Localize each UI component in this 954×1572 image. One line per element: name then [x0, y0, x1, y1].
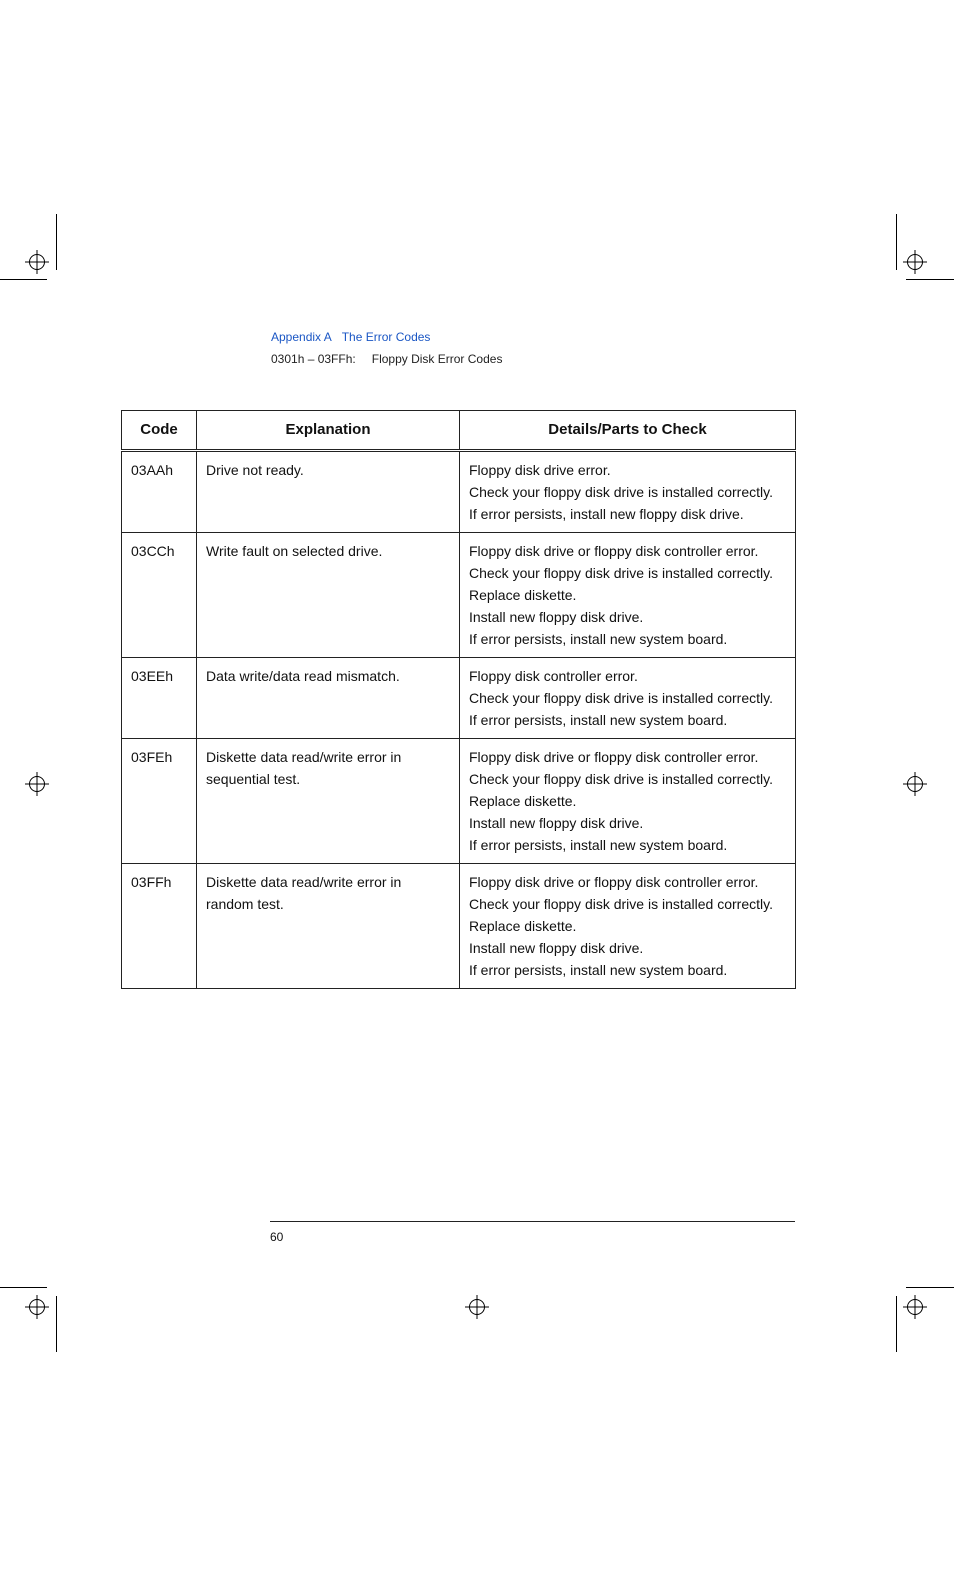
registration-mark-icon [903, 250, 927, 274]
code-cell: 03EEh [122, 658, 197, 739]
page-number: 60 [270, 1230, 284, 1244]
detail-line: Floppy disk drive or floppy disk controller error. [469, 749, 759, 765]
details-cell [460, 451, 796, 533]
detail-line: If error persists, install new system board. [469, 837, 728, 853]
crop-mark [56, 1296, 57, 1352]
detail-line: Floppy disk drive or floppy disk controller error. [469, 543, 759, 559]
detail-line: Install new floppy disk drive. [469, 609, 644, 625]
explanation-cell: Diskette data read/write error in random test. [197, 864, 460, 989]
crop-mark [0, 279, 47, 280]
detail-line: Floppy disk controller error. [469, 668, 638, 684]
detail-line: Install new floppy disk drive. [469, 815, 644, 831]
table-row [122, 451, 796, 533]
crop-mark [906, 279, 954, 280]
footer-rule [270, 1221, 795, 1222]
crop-mark [896, 1296, 897, 1352]
table-row [122, 658, 796, 739]
crop-mark [896, 214, 897, 270]
code-cell: 03FEh [122, 739, 197, 864]
detail-line: Check your floppy disk drive is installed correctly. [469, 690, 773, 706]
details-cell [460, 739, 796, 864]
detail-line: Check your floppy disk drive is installed correctly. [469, 565, 773, 581]
code-range: 0301h – 03FFh: [271, 352, 356, 366]
detail-line: If error persists, install new system board. [469, 962, 728, 978]
detail-line: Floppy disk drive error. [469, 462, 611, 478]
column-header-details: Details/Parts to Check [460, 411, 796, 451]
column-header-explanation: Explanation [197, 411, 460, 451]
table-row [122, 533, 796, 658]
registration-mark-icon [25, 772, 49, 796]
running-header [271, 329, 502, 367]
registration-mark-icon [465, 1295, 489, 1319]
column-header-code: Code [122, 411, 197, 451]
registration-mark-icon [903, 772, 927, 796]
table-row [122, 739, 796, 864]
registration-mark-icon [903, 1295, 927, 1319]
code-cell: 03AAh [122, 451, 197, 533]
detail-line: Replace diskette. [469, 793, 577, 809]
detail-line: If error persists, install new system board. [469, 712, 728, 728]
code-cell: 03CCh [122, 533, 197, 658]
registration-mark-icon [25, 250, 49, 274]
detail-line: Replace diskette. [469, 918, 577, 934]
explanation-cell: Drive not ready. [197, 451, 460, 533]
detail-line: Floppy disk drive or floppy disk controller error. [469, 874, 759, 890]
section-heading [271, 351, 502, 367]
error-code-table [121, 410, 796, 989]
table-row [122, 864, 796, 989]
detail-line: Check your floppy disk drive is installed correctly. [469, 771, 773, 787]
details-cell [460, 533, 796, 658]
detail-line: Check your floppy disk drive is installed correctly. [469, 484, 773, 500]
details-cell [460, 658, 796, 739]
registration-mark-icon [25, 1295, 49, 1319]
detail-line: If error persists, install new system board. [469, 631, 728, 647]
detail-line: Replace diskette. [469, 587, 577, 603]
detail-line: If error persists, install new floppy disk drive. [469, 506, 744, 522]
breadcrumb [271, 329, 502, 345]
detail-line: Check your floppy disk drive is installed correctly. [469, 896, 773, 912]
detail-line: Install new floppy disk drive. [469, 940, 644, 956]
explanation-cell: Diskette data read/write error in sequential test. [197, 739, 460, 864]
table-header-row [122, 411, 796, 451]
explanation-cell: Write fault on selected drive. [197, 533, 460, 658]
chapter-title: The Error Codes [341, 330, 431, 344]
section-title: Floppy Disk Error Codes [371, 352, 503, 366]
explanation-cell: Data write/data read mismatch. [197, 658, 460, 739]
details-cell [460, 864, 796, 989]
crop-mark [56, 214, 57, 270]
crop-mark [906, 1287, 954, 1288]
crop-mark [0, 1287, 47, 1288]
appendix-label: Appendix A [271, 330, 332, 344]
code-cell: 03FFh [122, 864, 197, 989]
